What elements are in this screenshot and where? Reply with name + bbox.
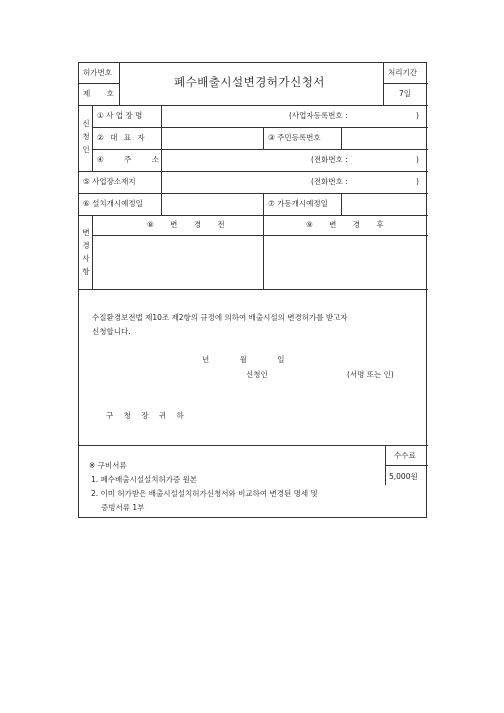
resident-reg-no-label: ③ 주민등록번호: [268, 133, 321, 142]
representative-field[interactable]: [162, 129, 262, 147]
documents-heading: ※ 구비서류: [89, 461, 127, 470]
serial-no-label: 제 호: [83, 89, 114, 98]
page-title: 폐수배출시설변경허가신청서: [174, 75, 325, 89]
location-phone-label: (전화번호 :: [311, 177, 348, 186]
after-field[interactable]: [264, 236, 427, 288]
fee-label: 수수료: [394, 451, 416, 460]
before-label: ⑧ 변 경 전: [147, 220, 225, 229]
changes-section-label: 변 경 사 항: [82, 228, 90, 276]
divider: [79, 171, 428, 172]
install-start-label: ⑥ 설치개시예정일: [83, 199, 143, 208]
divider: [385, 445, 386, 485]
fee-value: 5,000원: [389, 472, 418, 481]
divider: [385, 465, 428, 466]
business-name-label: ① 사 업 장 명: [97, 111, 143, 120]
documents-item-2-line-2: 증빙서류 1부: [101, 503, 145, 512]
divider: [79, 83, 119, 84]
divider: [341, 193, 342, 215]
applicant-signature-label: 신청인: [246, 370, 268, 379]
divider: [79, 445, 428, 446]
divider: [92, 105, 93, 171]
before-field[interactable]: [93, 236, 262, 288]
after-label: ⑨ 변 경 후: [306, 220, 384, 229]
documents-item-1: 1. 폐수배출시설설치허가증 원본: [91, 475, 198, 484]
operation-start-label: ⑦ 가동개시예정일: [268, 199, 328, 208]
address-phone-close: ): [416, 155, 419, 164]
divider: [79, 215, 428, 216]
business-reg-no-label: (사업자등록번호 :: [289, 111, 348, 120]
divider: [119, 63, 120, 105]
divider: [79, 193, 428, 194]
business-name-field[interactable]: [162, 107, 272, 125]
business-reg-no-close: ): [416, 111, 419, 120]
signature-note: (서명 또는 인): [347, 370, 394, 379]
divider: [383, 83, 428, 84]
permit-no-label: 허가번호: [83, 68, 112, 77]
resident-reg-no-field[interactable]: [342, 129, 426, 147]
documents-item-2-line-1: 2. 이미 허가받은 배출시설설치허가신청서와 비교하여 변경된 명세 및: [91, 489, 318, 498]
processing-period-label: 처리기간: [388, 68, 417, 77]
permit-application-form: [78, 62, 427, 518]
date-line: 년 월 일: [202, 355, 285, 364]
applicant-section-label: 신 청 인: [82, 119, 90, 154]
address-phone-label: (전화번호 :: [311, 155, 348, 164]
statement-line-2: 신청합니다.: [92, 327, 131, 336]
location-phone-close: ): [416, 177, 419, 186]
location-label: ⑤ 사업장소재지: [83, 177, 136, 186]
divider: [92, 127, 428, 128]
address-label: ④ 주 소: [97, 155, 159, 164]
divider: [92, 149, 428, 150]
divider: [263, 127, 264, 149]
divider: [79, 289, 428, 290]
processing-period-value: 7일: [399, 89, 412, 98]
statement-line-1: 수질환경보전법 제10조 제2항의 규정에 의하여 배출시설의 변경허가를 받고자: [92, 313, 348, 322]
divider: [383, 63, 384, 105]
representative-label: ② 대 표 자: [97, 133, 145, 142]
divider: [263, 193, 264, 215]
divider: [79, 105, 428, 106]
addressee: 구 청 장 귀 하: [106, 411, 184, 420]
